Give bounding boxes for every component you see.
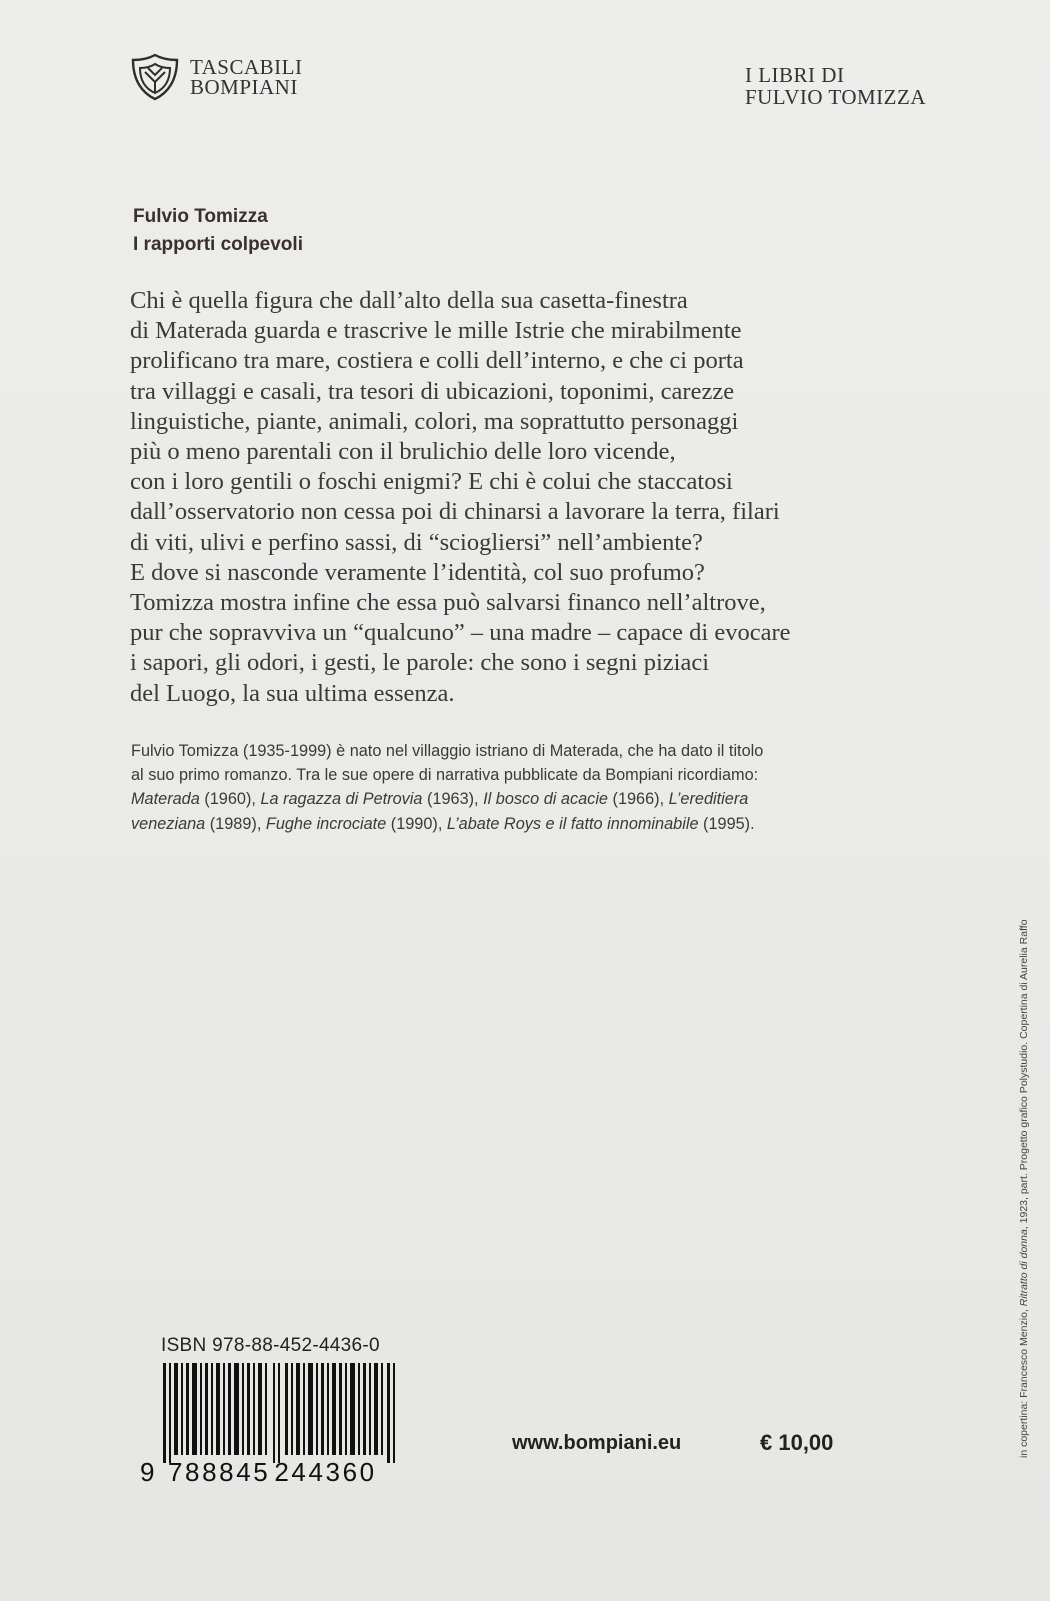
series-line1: I LIBRI DI — [744, 63, 845, 87]
blurb-line: con i loro gentili o foschi enigmi? E chi è colui che staccatosi — [130, 468, 733, 496]
isbn-label: ISBN 978-88-452-4436-0 — [161, 1335, 380, 1356]
bio-line — [131, 812, 891, 836]
work-title: L’abate Roys e il fatto innominabile — [446, 814, 699, 833]
work-title: veneziana — [131, 814, 206, 833]
work-title: L’ereditiera — [668, 790, 749, 809]
blurb-line: Chi è quella figura che dall’alto della sua casetta-finestra — [130, 287, 688, 314]
blurb-line: E dove si nasconde veramente l’identità, col suo profumo? — [130, 558, 705, 586]
credits-work: Ritratto di donna — [1018, 1229, 1030, 1307]
book-author: Fulvio Tomizza — [133, 206, 268, 227]
bompiani-shield-icon — [130, 52, 180, 102]
blurb-line: dall’osservatorio non cessa poi di chinarsi a lavorare la terra, filari — [130, 498, 780, 526]
series-name — [745, 64, 926, 108]
price-label: € 10,00 — [760, 1430, 834, 1455]
book-title: I rapporti colpevoli — [133, 234, 303, 255]
work-year: (1989), — [205, 814, 266, 833]
work-title: La ragazza di Petrovia — [260, 790, 423, 809]
work-year: (1966), — [608, 790, 669, 809]
barcode-digits-group2: 244360 — [274, 1457, 377, 1487]
work-year: (1990), — [386, 814, 447, 833]
cover-credits — [1018, 858, 1030, 1458]
blurb-line: prolificano tra mare, costiera e colli dell’interno, e che ci porta — [130, 347, 744, 375]
work-year: (1995). — [698, 814, 755, 833]
blurb-line: i sapori, gli odori, i gesti, le parole: che sono i segni piziaci — [130, 649, 710, 677]
work-year: (1963), — [422, 790, 484, 809]
publisher-name — [190, 57, 302, 97]
bio-line — [131, 787, 891, 811]
barcode-icon — [163, 1363, 399, 1463]
bio-line: Fulvio Tomizza (1935-1999) è nato nel villaggio istriano di Materada, che ha dato il titolo — [131, 742, 764, 760]
publisher-line1: TASCABILI — [190, 55, 303, 79]
work-title: Il bosco di acacie — [483, 790, 608, 809]
blurb-line: pur che sopravviva un “qualcuno” – una madre – capace di evocare — [130, 619, 791, 647]
blurb-line: Tomizza mostra infine che essa può salvarsi financo nell’altrove, — [130, 589, 766, 617]
blurb-line: di viti, ulivi e perfino sassi, di “sciogliersi” nell’ambiente? — [130, 528, 703, 556]
blurb-line: più o meno parentali con il brulichio delle loro vicende, — [130, 438, 676, 466]
blurb-line: di Materada guarda e trascrive le mille Istrie che mirabilmente — [130, 317, 742, 345]
work-title: Fughe incrociate — [265, 814, 387, 833]
barcode-digits-group1: 788845 — [168, 1457, 271, 1487]
publisher-brand — [130, 52, 302, 102]
blurb-line: linguistiche, piante, animali, colori, ma soprattutto personaggi — [130, 407, 739, 435]
series-line2: FULVIO TOMIZZA — [744, 85, 926, 109]
credits-part2: , 1923, part. Progetto grafico Polystudio. Copertina di Aurelia Raffo — [1018, 919, 1030, 1230]
credits-part1: in copertina: Francesco Menzio, — [1018, 1306, 1030, 1458]
author-bio — [131, 739, 891, 836]
blurb-paragraph — [130, 286, 920, 709]
work-year: (1960), — [199, 790, 261, 809]
barcode-digit-first: 9 — [140, 1457, 155, 1487]
publisher-line2: BOMPIANI — [190, 75, 298, 99]
blurb-line: tra villaggi e casali, tra tesori di ubicazioni, toponimi, carezze — [130, 377, 735, 405]
bio-line: al suo primo romanzo. Tra le sue opere di narrativa pubblicate da Bompiani ricordiamo: — [131, 766, 759, 785]
publisher-website: www.bompiani.eu — [512, 1432, 682, 1454]
barcode-digits — [140, 1457, 402, 1488]
work-title: Materada — [131, 790, 200, 809]
blurb-line: del Luogo, la sua ultima essenza. — [130, 679, 455, 707]
